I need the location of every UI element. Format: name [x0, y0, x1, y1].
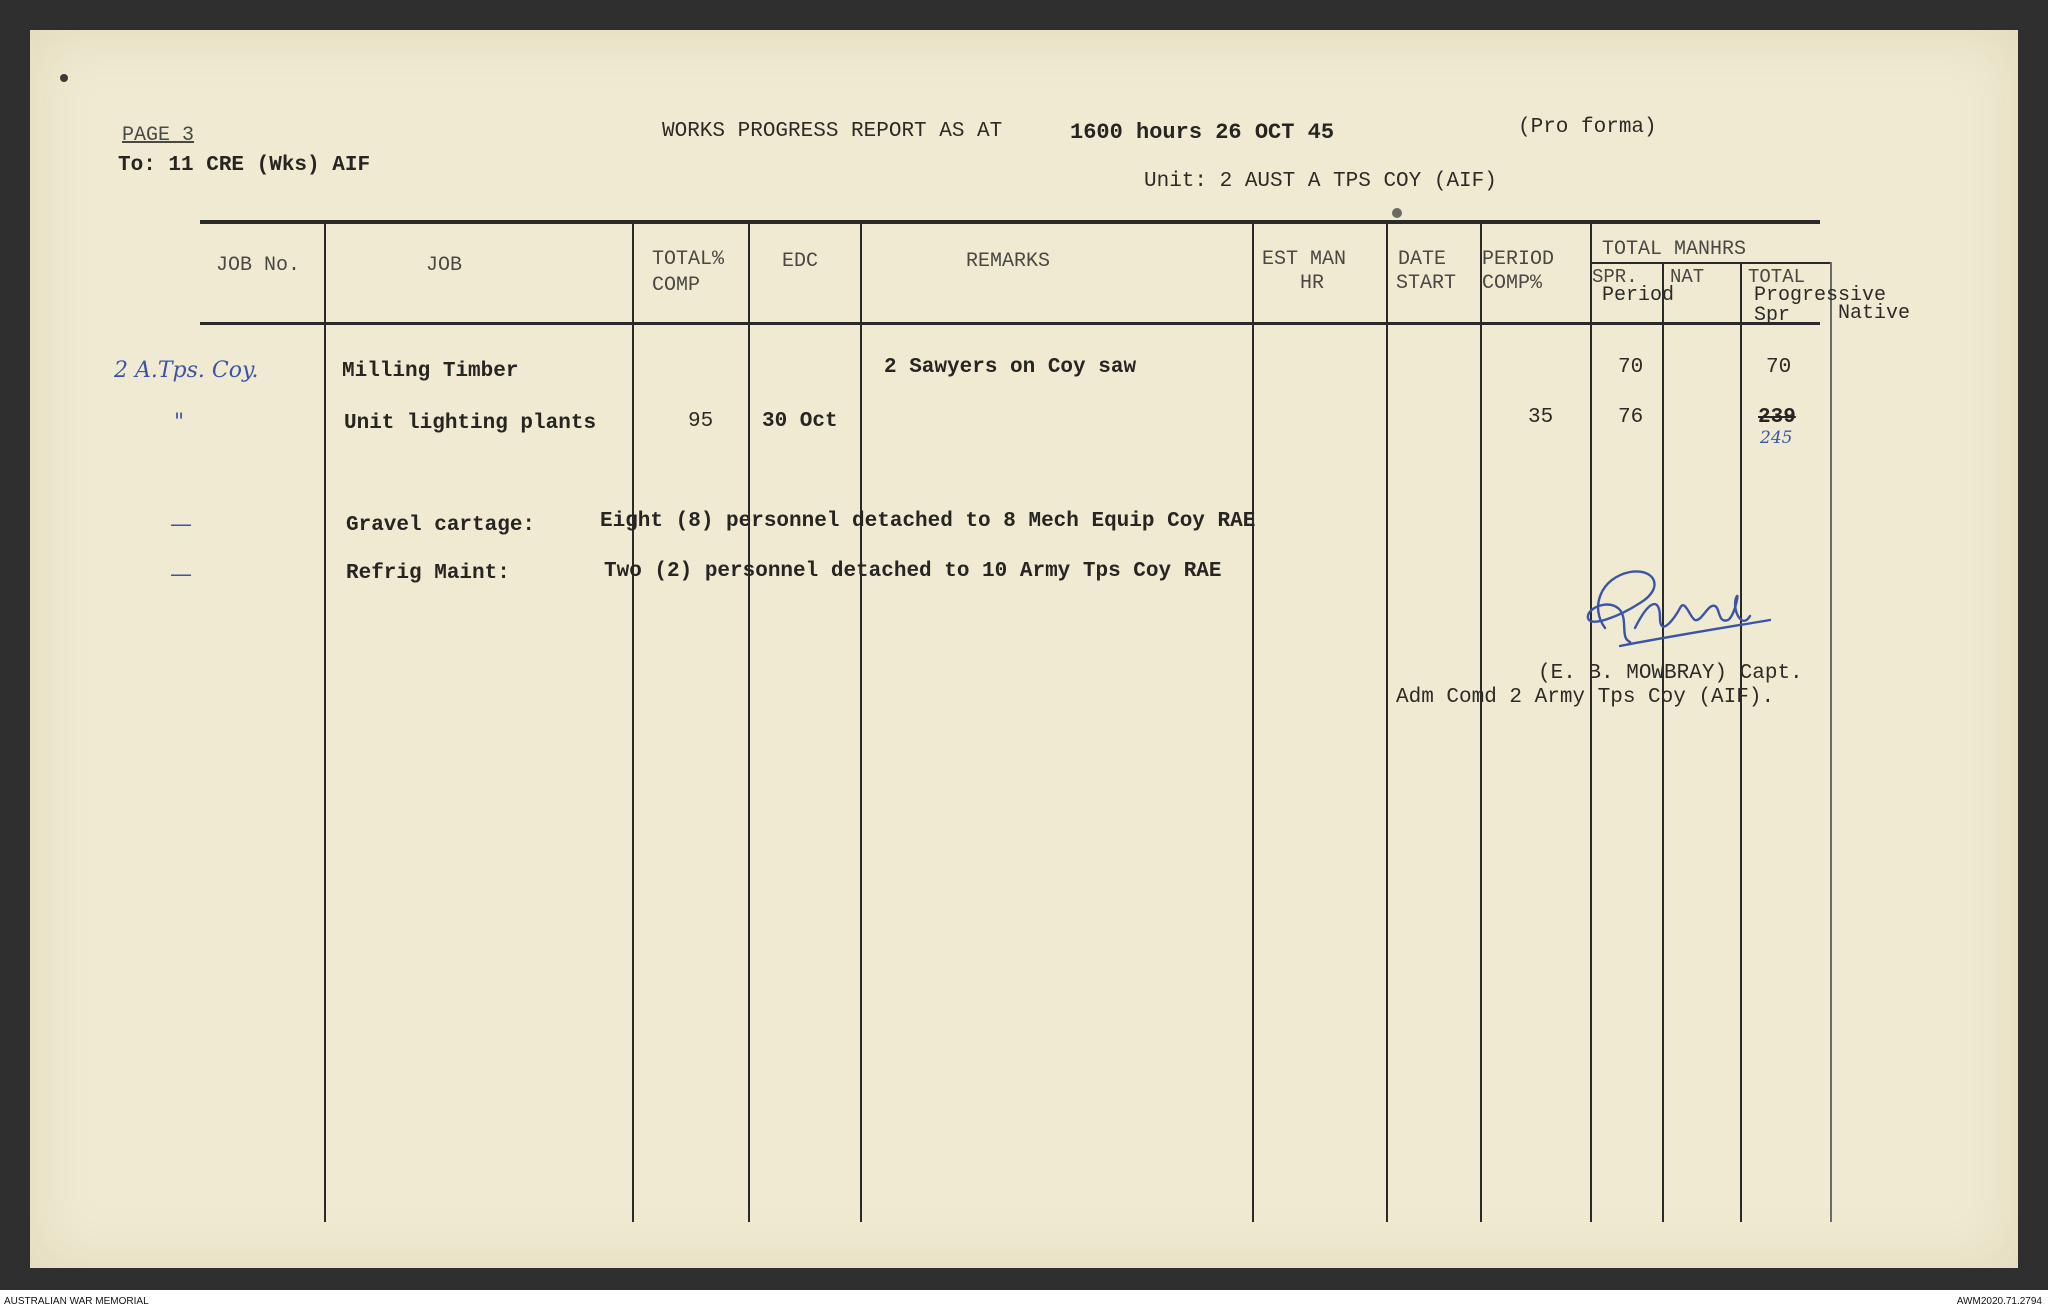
column-divider: [1480, 222, 1482, 1222]
column-divider: [1740, 262, 1742, 1222]
header-progressive: Progressive: [1754, 284, 1887, 307]
row-period-comp: 35: [1528, 406, 1554, 429]
column-divider: [632, 222, 634, 1222]
document-page: [30, 30, 2018, 1268]
note-dash: —: [170, 512, 192, 537]
row-job-no-ditto: ": [174, 410, 185, 435]
header-progressive-spr: Spr: [1754, 304, 1791, 327]
header-job: JOB: [426, 254, 463, 277]
pro-forma-label: (Pro forma): [1518, 116, 1657, 139]
header-spr: SPR.: [1592, 266, 1638, 288]
row-job: Milling Timber: [342, 360, 519, 383]
header-period: Period: [1602, 284, 1675, 307]
page-label: PAGE 3: [122, 124, 195, 147]
unit-label: Unit: 2 AUST A TPS COY (AIF): [1144, 170, 1497, 193]
handwritten-signature: [1560, 558, 1780, 668]
note-text: Eight (8) personnel detached to 8 Mech Equip Coy RAE: [600, 510, 1256, 533]
signatory-name: (E. B. MOWBRAY) Capt.: [1538, 662, 1803, 685]
punch-hole: [1392, 208, 1402, 218]
header-total-comp-line1: TOTAL%: [652, 248, 725, 271]
row-total-struck: 239: [1758, 406, 1796, 429]
column-divider: [1830, 262, 1832, 1222]
row-job: Unit lighting plants: [344, 412, 597, 435]
column-divider: [324, 222, 326, 1222]
row-job-no: 2 A.Tps. Coy.: [114, 358, 259, 383]
header-period-comp-line1: PERIOD: [1482, 248, 1555, 271]
row-edc: 30 Oct: [762, 410, 838, 433]
archive-footer: [0, 1290, 2048, 1312]
header-total-manhrs: TOTAL MANHRS: [1602, 238, 1747, 261]
note-label: Gravel cartage:: [346, 514, 536, 537]
column-divider: [1386, 222, 1388, 1222]
note-text: Two (2) personnel detached to 10 Army Tps Coy RAE: [604, 560, 1222, 583]
table-top-rule: [200, 220, 1820, 224]
header-date-start-line1: DATE: [1398, 248, 1447, 271]
header-period-comp-line2: COMP%: [1482, 272, 1543, 295]
header-remarks: REMARKS: [966, 250, 1051, 273]
header-bottom-rule: [200, 322, 1820, 325]
note-label: Refrig Maint:: [346, 562, 510, 585]
row-spr: 76: [1618, 406, 1644, 429]
header-total-comp-line2: COMP: [652, 274, 701, 297]
staple-mark: [60, 74, 68, 82]
note-dash: —: [170, 562, 192, 587]
column-divider: [1252, 222, 1254, 1222]
header-job-no: JOB No.: [216, 254, 301, 277]
header-est-man-line1: EST MAN: [1262, 248, 1347, 271]
footer-left: AUSTRALIAN WAR MEMORIAL: [4, 1296, 149, 1307]
manhrs-subheader-rule: [1590, 262, 1830, 264]
header-total: TOTAL: [1748, 266, 1806, 288]
row-total: 70: [1766, 356, 1792, 379]
row-spr: 70: [1618, 356, 1644, 379]
footer-right: AWM2020.71.2794: [1956, 1296, 2042, 1307]
header-est-man-line2: HR: [1300, 272, 1325, 295]
row-total-correction: 245: [1760, 428, 1793, 448]
column-divider: [1590, 222, 1592, 1222]
report-title: WORKS PROGRESS REPORT AS AT: [662, 120, 1003, 143]
header-date-start-line2: START: [1396, 272, 1457, 295]
column-divider: [1662, 262, 1664, 1222]
column-divider: [860, 222, 862, 1222]
header-edc: EDC: [782, 250, 819, 273]
addressee: To: 11 CRE (Wks) AIF: [118, 154, 371, 177]
row-total-comp: 95: [688, 410, 714, 433]
header-progressive-native: Native: [1838, 302, 1911, 325]
row-remarks: 2 Sawyers on Coy saw: [884, 356, 1137, 379]
signatory-title: Adm Comd 2 Army Tps Coy (AIF).: [1396, 686, 1775, 709]
report-date-time: 1600 hours 26 OCT 45: [1070, 120, 1335, 145]
column-divider: [748, 222, 750, 1222]
header-nat: NAT: [1670, 266, 1705, 288]
